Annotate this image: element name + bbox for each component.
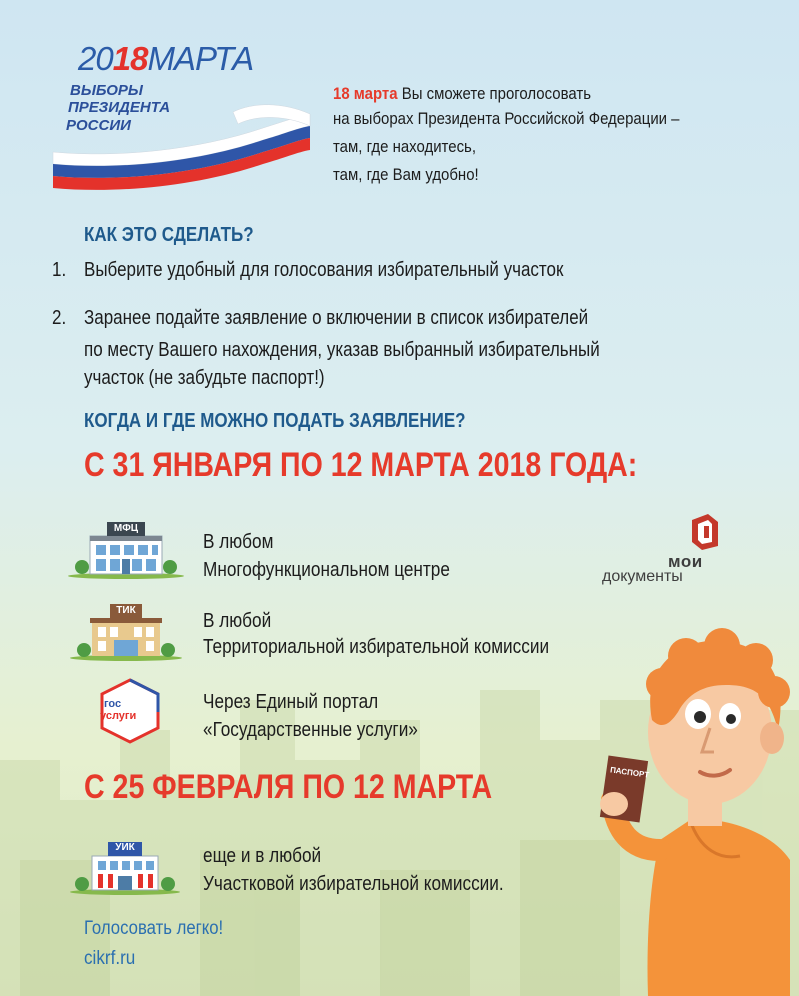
tik-line-2-text: Территориальной избирательной комиссии [203, 636, 550, 658]
uik-sign: УИК [115, 842, 135, 853]
step-2-line-2 [84, 338, 691, 363]
intro-line-4-text: там, где Вам удобно! [333, 165, 479, 184]
how-heading [84, 224, 284, 247]
portal-line-1 [203, 688, 407, 716]
mfc-line-2 [203, 556, 490, 584]
step-2-number [52, 306, 69, 331]
footer-site-text[interactable]: cikrf.ru [84, 948, 136, 969]
mfc-sign: МФЦ [113, 523, 139, 534]
step-2-line-3 [84, 366, 367, 391]
intro-line-1 [333, 81, 626, 106]
step-1-text: Выберите удобный для голосования избирательный участок [84, 259, 564, 281]
uik-line-2-text: Участковой избирательной комиссии. [203, 873, 504, 895]
period-2-text: С 25 ФЕВРАЛЯ ПО 12 МАРТА [84, 768, 493, 806]
logo-month: МАРТА [147, 40, 254, 77]
how-heading-text: КАК ЭТО СДЕЛАТЬ? [84, 224, 254, 246]
mfc-line-1 [203, 528, 285, 556]
step-1 [84, 258, 648, 283]
intro-line-1-text: Вы сможете проголосовать [401, 84, 592, 103]
intro-line-2-text: на выборах Президента Российской Федерации – [333, 109, 680, 128]
portal-line-1-text: Через Единый портал [203, 691, 379, 713]
tik-line-1-text: В любой [203, 610, 272, 632]
logo-year-prefix: 20 [78, 40, 113, 77]
when-heading [84, 410, 533, 433]
tik-line-1 [203, 607, 282, 635]
dokumenty-label: документы [602, 568, 683, 585]
intro-line-3 [333, 134, 496, 159]
when-heading-text: КОГДА И ГДЕ МОЖНО ПОДАТЬ ЗАЯВЛЕНИЕ? [84, 410, 466, 432]
logo-year-suffix: 18 [112, 40, 148, 77]
portal-line-2-text: «Государственные услуги» [203, 719, 418, 741]
footer-site-link[interactable] [84, 948, 141, 970]
intro-line-4 [333, 162, 499, 187]
intro-date: 18 марта [333, 84, 398, 103]
intro-line-3-text: там, где находитесь, [333, 137, 476, 156]
mfc-line-1-text: В любом [203, 531, 274, 553]
logo-date [78, 40, 253, 78]
passport-label: ПАСПОРТ [609, 765, 650, 780]
footer-slogan-text: Голосовать легко! [84, 918, 224, 939]
logo-line-3: РОССИИ [66, 117, 131, 134]
step-2-line-1 [84, 306, 677, 331]
uslugi-label: услуги [100, 710, 137, 722]
tik-line-2 [203, 633, 605, 661]
mfc-line-2-text: Многофункциональном центре [203, 559, 450, 581]
step-2-line-3-text: участок (не забудьте паспорт!) [84, 367, 325, 389]
logo-line-2: ПРЕЗИДЕНТА [68, 99, 171, 116]
portal-line-2 [203, 716, 453, 744]
period-1-text: С 31 ЯНВАРЯ ПО 12 МАРТА 2018 ГОДА: [84, 446, 638, 484]
step-2-number-text: 2. [52, 307, 67, 329]
tik-sign: ТИК [116, 605, 136, 616]
step-1-number [52, 258, 69, 283]
gos-label: гос [104, 698, 122, 710]
step-2-line-1-text: Заранее подайте заявление о включении в список избирателей [84, 307, 589, 329]
period-2-heading [84, 768, 570, 807]
russian-flag-ribbon-icon [48, 100, 318, 195]
uik-line-1-text: еще и в любой [203, 845, 322, 867]
logo-line-1: ВЫБОРЫ [70, 82, 143, 99]
step-1-number-text: 1. [52, 259, 67, 281]
moi-label: мои [668, 552, 703, 571]
footer-slogan [84, 918, 242, 940]
uik-line-2 [203, 870, 553, 898]
step-2-line-2-text: по месту Вашего нахождения, указав выбранный избирательный [84, 339, 600, 361]
voter-character-illustration [590, 620, 799, 996]
period-1-heading [84, 446, 743, 485]
intro-line-2 [333, 106, 727, 131]
moi-dokumenty-logo-icon [688, 512, 722, 552]
uik-line-1 [203, 842, 340, 870]
